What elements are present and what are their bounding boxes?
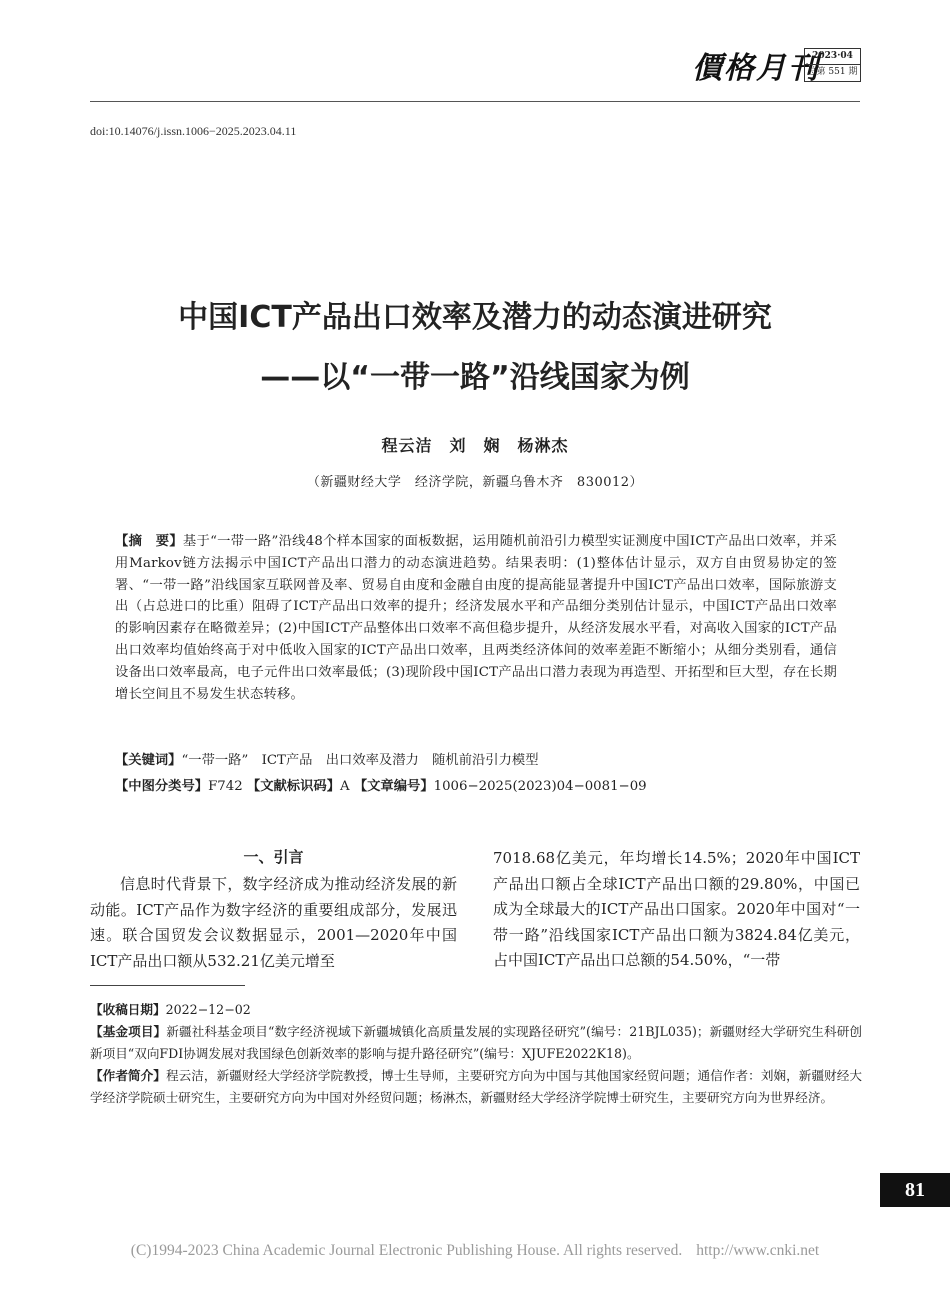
keywords-text: “一带一路” ICT产品 出口效率及潜力 随机前沿引力模型 xyxy=(181,753,539,768)
clc-label: 【中图分类号】 xyxy=(115,779,209,794)
issue-total: 总第 551 期 xyxy=(807,67,858,77)
author-bio-value: 程云洁，新疆财经大学经济学院教授，博士生导师，主要研究方向为中国与其他国家经贸问题；通信作者：刘娴，新疆财经大学经济学院硕士研究生，主要研究方向为中国对外经贸问题；杨淋杰，新疆财经大学经济学院博士研究生，主要研究方向为世界经济。 xyxy=(90,1068,863,1105)
article-number-value: 1006−2025(2023)04−0081−09 xyxy=(433,779,647,794)
keywords xyxy=(115,750,539,772)
fund-value: 新疆社科基金项目“数字经济视域下新疆城镇化高质量发展的实现路径研究”(编号：21BJL035)；新疆财经大学研究生科研创新项目“双向FDI协调发展对我国绿色创新效率的影响与提升路径研究”(编号：XJUFE2022K18)。 xyxy=(90,1024,863,1061)
authors: 程云洁 刘 娴 杨淋杰 xyxy=(381,436,569,455)
doc-code-label: 【文献标识码】 xyxy=(246,779,340,794)
received-label: 【收稿日期】 xyxy=(90,1002,166,1017)
page-number: 81 xyxy=(880,1173,950,1207)
footnote-rule xyxy=(90,985,245,986)
doi[interactable]: doi:10.14076/j.issn.1006−2025.2023.04.11 xyxy=(90,124,297,138)
doc-code-value: A xyxy=(340,779,350,794)
fund-label: 【基金项目】 xyxy=(90,1024,167,1039)
fund-project xyxy=(90,1021,862,1065)
clc-value: F742 xyxy=(208,779,243,794)
classification-line xyxy=(115,776,647,798)
intro-left-column: 信息时代背景下，数字经济成为推动经济发展的新动能。ICT产品作为数字经济的重要组成部分，发展迅速。联合国贸发会议数据显示，2001—2020年中国ICT产品出口额从532.21亿美元增至 xyxy=(90,875,457,970)
abstract-label: 【摘 要】 xyxy=(115,534,183,549)
keywords-label: 【关键词】 xyxy=(115,753,182,768)
paper-title: 中国ICT产品出口效率及潜力的动态演进研究 xyxy=(178,300,772,335)
copyright-text: (C)1994-2023 China Academic Journal Electronic Publishing House. All rights reserved. xyxy=(130,1242,683,1259)
header-rule xyxy=(90,101,860,102)
section-heading-introduction: 一、引言 xyxy=(243,848,304,866)
abstract-text: 基于“一带一路”沿线48个样本国家的面板数据，运用随机前沿引力模型实证测度中国ICT产品出口效率，并采用Markov链方法揭示中国ICT产品出口潜力的动态演进趋势。结果表明：(1)整体估计显示，双方自由贸易协定的签署、“一带一路”沿线国家互联网普及率、贸易自由度和金融自由度的提高能显著提升中国ICT产品出口效率，国际旅游支出（占总进口的比重）阻碍了ICT产品出口效率的提升；经济发展水平和产品细分类别估计显示，中国ICT产品出口效率的影响因素存在略微差异；(2)中国ICT产品整体出口效率不高但稳步提升，从经济发展水平看，对高收入国家的ICT产品出口效率均值始终高于对中低收入国家的ICT产品出口效率，且两类经济体间的效率差距不断缩小；从细分类别看，通信设备出口效率最高，电子元件出口效率最低；(3)现阶段中国ICT产品出口潜力表现为再造型、开拓型和巨大型，存在长期增长空间且不易发生状态转移。 xyxy=(115,534,838,702)
issue-year: 2023·04 xyxy=(805,49,860,65)
author-bio xyxy=(90,1065,862,1109)
issue-box xyxy=(804,48,861,82)
author-bio-label: 【作者简介】 xyxy=(90,1068,166,1083)
received-date xyxy=(90,999,862,1021)
journal-logo: 價格月刊 xyxy=(692,51,820,86)
paper-subtitle: ——以“一带一路”沿线国家为例 xyxy=(260,360,690,395)
abstract xyxy=(115,531,837,705)
affiliation: （新疆财经大学 经济学院，新疆乌鲁木齐 830012） xyxy=(306,475,644,490)
article-number-label: 【文章编号】 xyxy=(353,779,434,794)
cnki-link[interactable]: http://www.cnki.net xyxy=(696,1242,820,1259)
copyright-footer xyxy=(0,1242,950,1260)
received-value: 2022−12−02 xyxy=(165,1002,251,1017)
footnotes xyxy=(90,999,862,1109)
intro-right-column: 7018.68亿美元，年均增长14.5%；2020年中国ICT产品出口额占全球ICT产品出口额的29.80%，中国已成为全球最大的ICT产品出口国家。2020年中国对“一带一路”沿线国家ICT产品出口额为3824.84亿美元，占中国ICT产品出口总额的54.50%，“一带 xyxy=(493,849,860,969)
